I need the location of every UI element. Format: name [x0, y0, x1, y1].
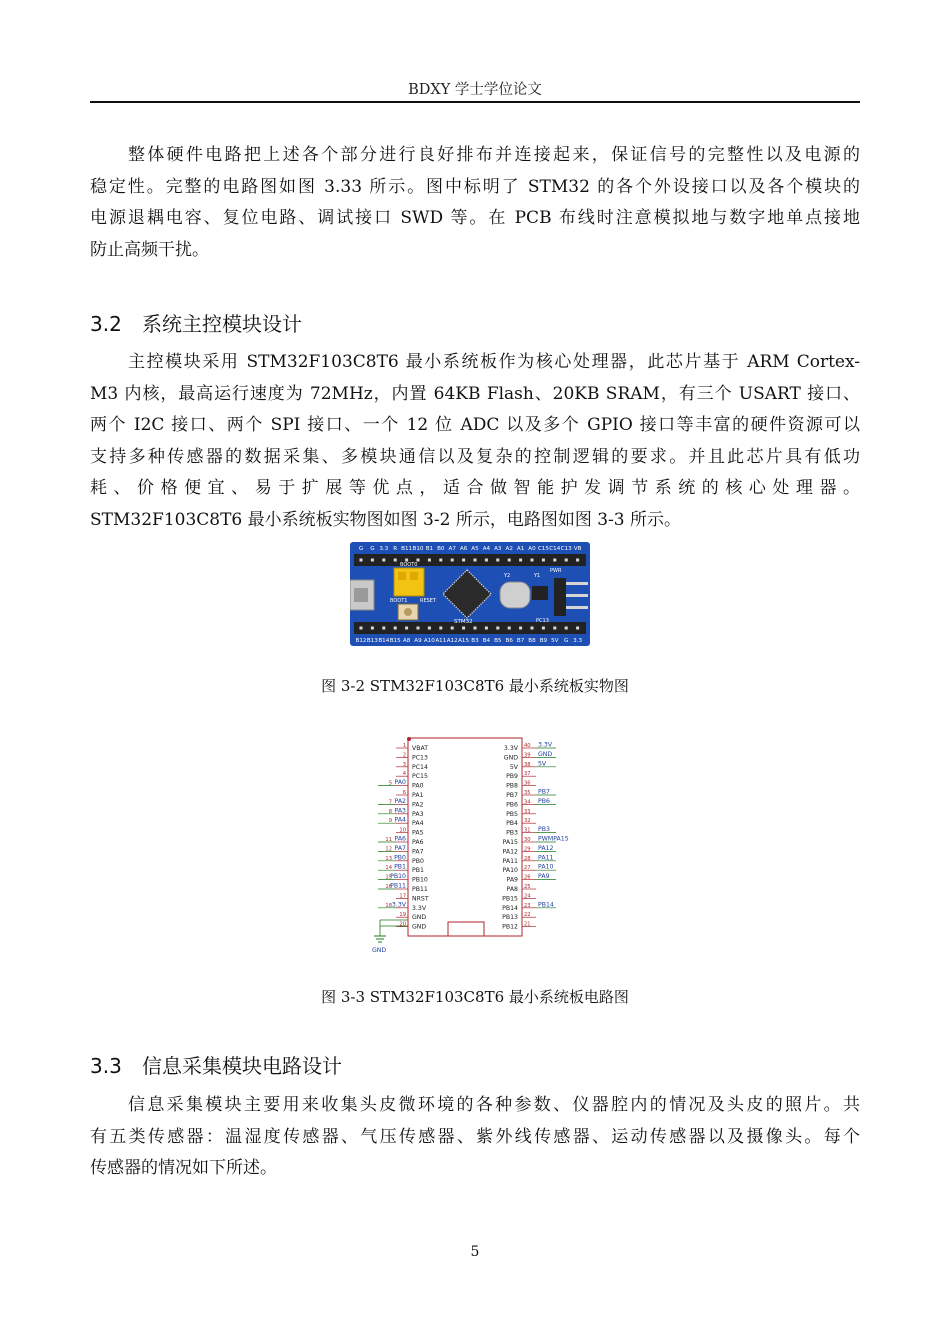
pin-label: A10: [423, 638, 435, 644]
pin-number: 14: [385, 865, 392, 872]
pin-name: 3.3V: [503, 745, 518, 752]
pin-name: PB5: [506, 810, 518, 818]
header-pin: [508, 627, 511, 630]
net-label: PB1: [394, 863, 406, 871]
paragraph-line: 有五类传感器：温湿度传感器、气压传感器、紫外线传感器、运动传感器以及摄像头。每个: [90, 1126, 860, 1147]
pin-label: B10: [412, 546, 424, 552]
page-number: 5: [470, 1244, 480, 1260]
crystal-y2: [500, 582, 530, 608]
net-label: PA0: [394, 779, 406, 787]
header-pin: [428, 559, 431, 562]
pin-number: 27: [524, 865, 531, 872]
pin-label: B11: [401, 546, 413, 552]
net-label: PA7: [394, 844, 406, 852]
pin-label: A11: [435, 638, 447, 644]
voltage-regulator: [532, 586, 548, 600]
paragraph-line: 防止高频干扰。: [90, 239, 209, 260]
pin-label: B3: [471, 638, 479, 644]
pin-number: 17: [399, 893, 406, 900]
net-label: 5V: [538, 760, 547, 768]
left-pin-group: [378, 743, 429, 931]
pin-label: A12: [446, 638, 458, 644]
pin-label: A2: [505, 546, 513, 552]
pin-name: PA3: [412, 810, 424, 818]
header-pin: [371, 559, 374, 562]
header-pin: [542, 559, 545, 562]
net-label: PA2: [394, 797, 406, 805]
pin-number: 1: [402, 743, 406, 749]
pin-name: PC14: [412, 763, 428, 771]
gnd-label: GND: [372, 947, 387, 954]
net-label: 3.3V: [391, 901, 406, 909]
pin-name: PB8: [506, 782, 518, 790]
header-pin: [428, 627, 431, 630]
pin-label: R: [393, 546, 398, 552]
header-pin: [576, 627, 579, 630]
header-pin: [382, 627, 385, 630]
header-pin: [474, 559, 477, 562]
net-label: PB10: [390, 873, 406, 881]
pin-label: VB: [573, 546, 582, 552]
boot0-label: BOOT0: [400, 562, 418, 568]
top-pin-header: [354, 554, 586, 566]
pin-name: PB12: [502, 923, 518, 931]
pin-label: 5V: [551, 638, 559, 644]
boot1-label: BOOT1: [390, 598, 408, 604]
pin-label: A4: [482, 546, 491, 552]
net-label: PA12: [538, 844, 554, 852]
paragraph-sensor-module: [90, 1090, 860, 1185]
section-heading-3-2: [90, 308, 302, 337]
pin-number: 40: [524, 743, 531, 749]
pin-label: B13: [366, 638, 378, 644]
net-label: PA10: [538, 863, 554, 871]
pin-number: 15: [385, 874, 392, 881]
pin-name: PB3: [506, 829, 518, 837]
net-label: PA11: [538, 854, 554, 862]
pin-label: B12: [355, 638, 367, 644]
net-label: PB3: [538, 826, 550, 834]
pin-number: 6: [402, 790, 406, 796]
header-pin: [496, 627, 499, 630]
pin-label: A1: [516, 546, 525, 552]
pin-label: A9: [414, 638, 422, 644]
pin-name: PB10: [412, 876, 428, 884]
pin-number: 21: [524, 921, 531, 928]
pin-name: PA9: [506, 876, 518, 884]
paragraph-line: M3 内核，最高运行速度为 72MHz，内置 64KB Flash、20KB SRAM，有三个 USART 接口、: [90, 383, 860, 404]
paragraph-line: 稳定性。完整的电路图如图 3.33 所示。图中标明了 STM32 的各个外设接口以及各个模块的: [90, 176, 860, 197]
pin-label: B0: [437, 546, 445, 552]
right-pin-group: [502, 742, 569, 931]
pin-name: PB0: [412, 857, 424, 865]
pin-label: A6: [459, 546, 468, 552]
header-pin: [360, 627, 363, 630]
pin-name: GND: [503, 754, 518, 762]
header-pin: [508, 559, 511, 562]
pin-number: 7: [388, 799, 392, 806]
pwr-label: PWR: [550, 568, 562, 574]
header-pin: [553, 627, 556, 630]
pin-name: PA5: [412, 829, 424, 837]
pin-label: A15: [458, 638, 470, 644]
paragraph-main-controller: [90, 347, 860, 536]
header-pin: [462, 559, 465, 562]
pin-number: 8: [388, 808, 392, 815]
pin-name: PA12: [502, 848, 518, 856]
net-label: PA4: [394, 816, 406, 824]
paragraph-line: 两个 I2C 接口、两个 SPI 接口、一个 12 位 ADC 以及多个 GPIO 接口等丰富的硬件资源可以: [90, 415, 860, 435]
section-heading-3-3: [90, 1050, 342, 1079]
pin-number: 3: [402, 761, 406, 768]
figure-caption-3-3: 图 3-3 STM32F103C8T6 最小系统板电路图: [321, 988, 629, 1006]
paragraph-line: 支持多种传感器的数据采集、多模块通信以及复杂的控制逻辑的要求。并且此芯片具有低功: [90, 446, 860, 467]
pin-label: C13: [560, 546, 572, 552]
header-pin: [553, 559, 556, 562]
pin-number: 23: [524, 902, 531, 909]
pin-number: 2: [402, 752, 406, 759]
pin-number: 34: [524, 799, 531, 806]
pin-number: 30: [524, 837, 531, 843]
pin-label: B7: [516, 638, 525, 644]
pin-label: G: [564, 638, 569, 644]
pin-number: 25: [524, 884, 531, 890]
pin-name: PB7: [506, 792, 518, 799]
pin-number: 19: [399, 912, 406, 919]
net-label: PWMPA15: [538, 835, 569, 843]
pin-number: 26: [524, 874, 531, 881]
paragraph-line: 整体硬件电路把上述各个部分进行良好排布并连接起来，保证信号的完整性以及电源的: [128, 145, 860, 165]
paragraph-line: STM32F103C8T6 最小系统板实物图如图 3-2 所示，电路图如图 3-3 所示。: [90, 509, 682, 530]
pin-number: 31: [524, 827, 531, 834]
header-pin: [576, 559, 579, 562]
pin-number: 10: [399, 827, 406, 834]
pin-label: A7: [448, 546, 456, 552]
pin-number: 39: [524, 752, 531, 759]
pin-number: 29: [524, 846, 531, 853]
pin-number: 12: [385, 846, 392, 853]
stm32-board-photo: [350, 542, 590, 646]
header-pin: [394, 627, 397, 630]
pc13-label: PC13: [536, 618, 549, 624]
chip-label: STM32: [454, 619, 473, 625]
pin-name: PB1: [412, 867, 424, 875]
pin-label: G: [370, 546, 375, 552]
pin-label: A3: [494, 546, 502, 552]
pin-label: B9: [539, 638, 548, 644]
header-pin: [371, 627, 374, 630]
pin-label: A8: [402, 638, 411, 644]
paragraph-line: 主控模块采用 STM32F103C8T6 最小系统板作为核心处理器，此芯片基于 ARM Cortex-: [128, 352, 860, 372]
pin-number: 24: [524, 893, 531, 900]
pin-name: PB6: [506, 801, 518, 809]
net-label: PB0: [394, 854, 406, 862]
pin-name: PB14: [502, 904, 518, 912]
pin-name: PA11: [502, 857, 518, 865]
pin-name: PA0: [412, 782, 424, 790]
header-pin: [394, 559, 397, 562]
paragraph-line: 信息采集模块主要用来收集头皮微环境的各种参数、仪器腔内的情况及头皮的照片。共: [128, 1095, 860, 1115]
stm32-schematic: [372, 736, 572, 956]
y2-label: Y2: [504, 573, 511, 579]
top-header-strip: [354, 554, 586, 566]
pin-label: 3.3: [573, 638, 583, 644]
y1-label: Y1: [534, 573, 541, 579]
header-pin: [451, 627, 454, 630]
pin-name: GND: [412, 923, 427, 931]
pin-name: PA1: [412, 792, 424, 799]
pin-name: PB9: [506, 773, 518, 781]
pin-label: 3.3: [379, 546, 389, 552]
header-pin: [451, 559, 454, 562]
pin-name: NRST: [412, 895, 429, 903]
net-label: PB11: [390, 882, 406, 890]
right-angle-header: [554, 578, 566, 616]
paragraph-line: 传感器的情况如下所述。: [90, 1158, 277, 1178]
net-label: PA9: [538, 873, 550, 881]
running-header: BDXY 学士学位论文: [408, 82, 542, 98]
header-pin: [485, 627, 488, 630]
pin-label: A0: [528, 546, 536, 552]
net-label: PB6: [538, 797, 550, 805]
figure-caption-3-2: 图 3-2 STM32F103C8T6 最小系统板实物图: [321, 677, 629, 695]
header-pin: [382, 559, 385, 562]
header-pin: [439, 559, 442, 562]
pin-label: B1: [425, 546, 434, 552]
pin-name: PB15: [502, 895, 518, 903]
pin-number: 35: [524, 790, 531, 796]
section-number: 3.2: [90, 312, 122, 336]
pin-number: 20: [399, 921, 406, 928]
pin-number: 16: [385, 884, 392, 890]
pin-name: PB11: [412, 886, 428, 893]
net-label: GND: [538, 750, 553, 758]
pin-name: 3.3V: [412, 904, 427, 912]
pin-number: 36: [524, 780, 531, 787]
pin-label: B6: [505, 638, 513, 644]
pin-label: B8: [528, 638, 536, 644]
pin-number: 18: [385, 902, 392, 909]
pin-name: PB4: [506, 820, 518, 828]
net-label: PB14: [538, 901, 554, 909]
header-pin: [531, 627, 534, 630]
pin-name: PA8: [506, 886, 518, 893]
pin-number: 32: [524, 818, 531, 825]
pin-number: 11: [385, 837, 392, 843]
pin-number: 9: [388, 818, 392, 825]
header-pin: [405, 627, 408, 630]
pin-name: PA7: [412, 848, 424, 856]
pin-label: B5: [494, 638, 502, 644]
section-number: 3.3: [90, 1054, 122, 1078]
header-rule: [90, 101, 860, 103]
pin-number: 28: [524, 855, 531, 862]
header-pin: [565, 627, 568, 630]
paragraph-line: 耗、价格便宜、易于扩展等优点，适合做智能护发调节系统的核心处理器。: [90, 478, 860, 498]
pin-label: B15: [389, 638, 401, 644]
pin-number: 4: [402, 771, 406, 778]
pin-label: G: [358, 546, 364, 552]
pin-name: PB13: [502, 914, 518, 922]
pin-number: 37: [524, 771, 531, 778]
net-label: 3.3V: [538, 741, 553, 749]
net-label: PA3: [394, 807, 406, 815]
pin-label: B14: [378, 638, 390, 644]
pin-name: PA4: [412, 820, 424, 828]
pin-number: 33: [524, 808, 531, 815]
header-pin: [474, 627, 477, 630]
header-pin: [417, 627, 420, 630]
reset-label: RESET: [420, 598, 437, 604]
pin-name: GND: [412, 914, 427, 922]
header-pin: [439, 627, 442, 630]
pin-label: B4: [482, 638, 491, 644]
header-pin: [462, 627, 465, 630]
pin-label: A5: [471, 546, 479, 552]
header-pin: [496, 559, 499, 562]
net-label: PB7: [538, 788, 550, 796]
pin-number: 5: [388, 780, 392, 787]
pin-name: VBAT: [412, 745, 429, 752]
section-title: 信息采集模块电路设计: [142, 1054, 342, 1078]
pin-number: 13: [385, 855, 392, 862]
pin-name: 5V: [509, 763, 518, 771]
header-pin: [565, 559, 568, 562]
header-pin: [519, 627, 522, 630]
pin-name: PA2: [412, 801, 424, 809]
pin-label: C14: [549, 546, 561, 552]
header-pin: [519, 559, 522, 562]
header-pin: [542, 627, 545, 630]
pin-name: PC13: [412, 754, 428, 762]
section-title: 系统主控模块设计: [142, 312, 302, 336]
header-pin: [360, 559, 363, 562]
pin-name: PC15: [412, 773, 428, 781]
pin-name: PA10: [502, 867, 518, 875]
module-notch: [448, 922, 484, 936]
paragraph-hardware-layout: [90, 140, 860, 266]
pin-number: 38: [524, 761, 531, 768]
pin-name: PA6: [412, 839, 424, 846]
pin-name: PA15: [502, 839, 518, 846]
pin-label: C15: [537, 546, 549, 552]
header-pin: [531, 559, 534, 562]
header-pin: [485, 559, 488, 562]
pin-number: 22: [524, 912, 531, 919]
net-label: PA6: [394, 835, 406, 843]
paragraph-line: 电源退耦电容、复位电路、调试接口 SWD 等。在 PCB 布线时注意模拟地与数字地单点接地: [90, 208, 860, 228]
